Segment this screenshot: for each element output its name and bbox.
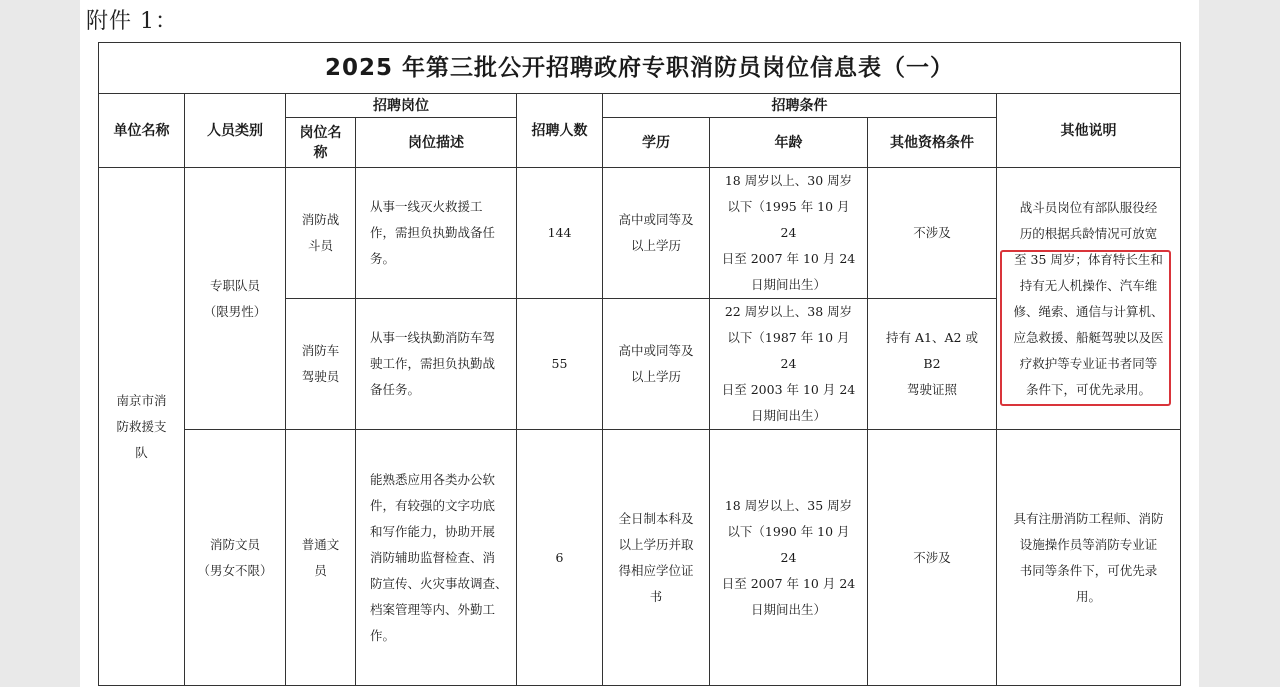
header-other-quals: 其他资格条件 — [868, 118, 997, 168]
education-cell: 高中或同等及 以上学历 — [603, 299, 710, 430]
attachment-label: 附件 1： — [86, 9, 178, 34]
notes-cell: 战斗员岗位有部队服役经 历的根据兵龄情况可放宽 至 35 周岁；体育特长生和 持有无人机操作、汽车维 修、绳索、通信与计算机、 应急救援、船艇驾驶以及医 疗救护等专业证书者同等 条件下，可优先录用。 — [997, 168, 1181, 430]
header-position-desc: 岗位描述 — [356, 118, 517, 168]
header-education: 学历 — [603, 118, 710, 168]
header-notes: 其他说明 — [997, 94, 1181, 168]
personnel-type-cell: 消防文员 （男女不限） — [185, 430, 286, 686]
headcount-cell: 55 — [517, 299, 603, 430]
position-desc-cell: 从事一线灭火救援工 作，需担负执勤战备任 务。 — [356, 168, 517, 299]
education-cell: 高中或同等及 以上学历 — [603, 168, 710, 299]
personnel-type-cell: 专职队员 （限男性） — [185, 168, 286, 430]
other-quals-cell: 不涉及 — [868, 168, 997, 299]
headcount-cell: 6 — [517, 430, 603, 686]
position-desc-cell: 能熟悉应用各类办公软 件，有较强的文字功底 和写作能力，协助开展 消防辅助监督检查、消 防宣传、火灾事故调查、 档案管理等内、外勤工 作。 — [356, 430, 517, 686]
header-conditions-group: 招聘条件 — [603, 94, 997, 118]
headcount-cell: 144 — [517, 168, 603, 299]
age-cell: 18 周岁以上、30 周岁 以下（1995 年 10 月 24 日至 2007 年 10 月 24 日期间出生） — [710, 168, 868, 299]
header-headcount: 招聘人数 — [517, 94, 603, 168]
position-info-table — [98, 42, 1181, 686]
notes-cell: 具有注册消防工程师、消防 设施操作员等消防专业证 书同等条件下，可优先录 用。 — [997, 430, 1181, 686]
table-title: 2025 年第三批公开招聘政府专职消防员岗位信息表（一） — [99, 43, 1181, 94]
header-age: 年龄 — [710, 118, 868, 168]
table-row — [99, 168, 1181, 299]
header-position-group: 招聘岗位 — [286, 94, 517, 118]
position-desc-cell: 从事一线执勤消防车驾 驶工作，需担负执勤战 备任务。 — [356, 299, 517, 430]
position-name-cell: 消防战 斗员 — [286, 168, 356, 299]
header-position-name: 岗位名 称 — [286, 118, 356, 168]
table-row — [99, 430, 1181, 686]
position-name-cell: 消防车 驾驶员 — [286, 299, 356, 430]
unit-name-cell: 南京市消 防救援支 队 — [99, 168, 185, 686]
age-cell: 18 周岁以上、35 周岁 以下（1990 年 10 月 24 日至 2007 年 10 月 24 日期间出生） — [710, 430, 868, 686]
header-personnel-type: 人员类别 — [185, 94, 286, 168]
other-quals-cell: 持有 A1、A2 或 B2 驾驶证照 — [868, 299, 997, 430]
age-cell: 22 周岁以上、38 周岁 以下（1987 年 10 月 24 日至 2003 年 10 月 24 日期间出生） — [710, 299, 868, 430]
other-quals-cell: 不涉及 — [868, 430, 997, 686]
education-cell: 全日制本科及 以上学历并取 得相应学位证 书 — [603, 430, 710, 686]
header-unit-name: 单位名称 — [99, 94, 185, 168]
position-name-cell: 普通文 员 — [286, 430, 356, 686]
